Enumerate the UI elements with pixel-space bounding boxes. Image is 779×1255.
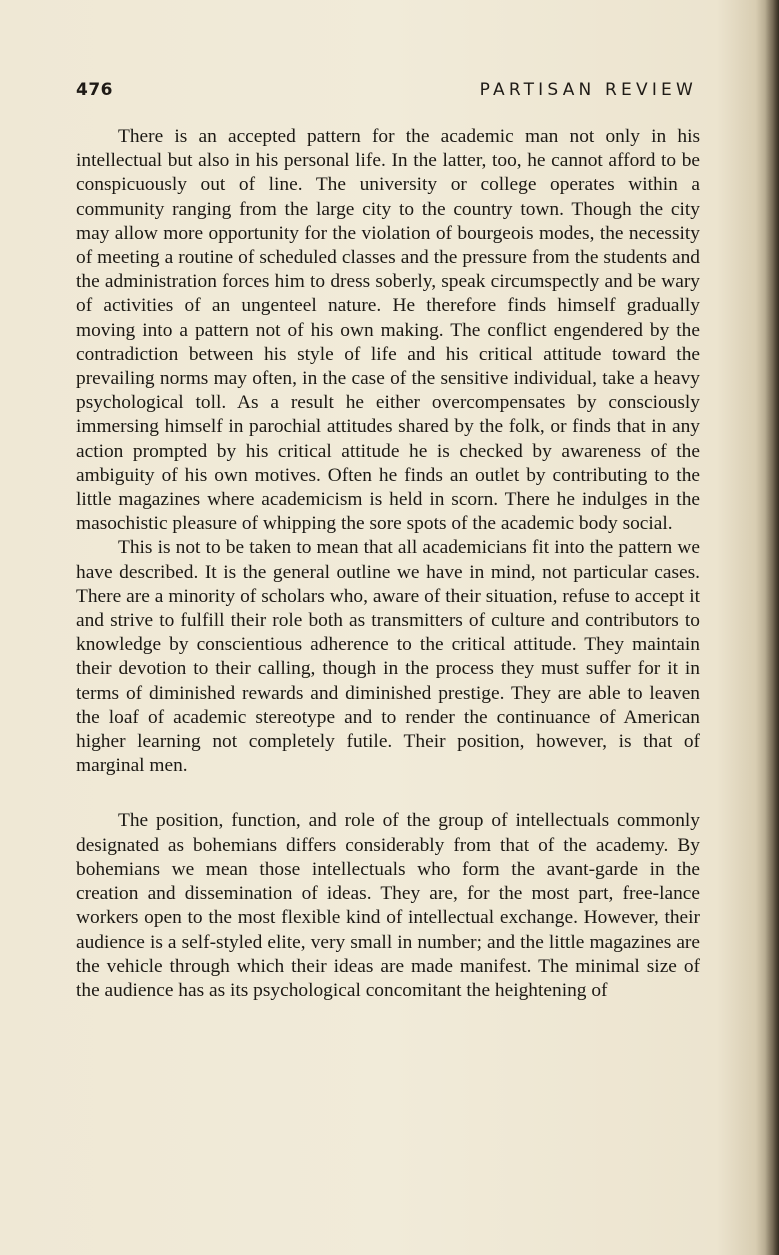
body-text <box>76 125 700 1003</box>
running-head: PARTISAN REVIEW <box>479 80 697 100</box>
paragraph-marginal-men: This is not to be taken to mean that all academicians fit into the pattern we have described. It is the general outline we have in mind, not particular cases. There are a minority of scholars who, aware of their situation, refuse to accept it and strive to fulfill their role both as transmitters of culture and contributors to knowledge by conscientious adherence to the critical attitude. They maintain their devotion to their calling, though in the process they must suffer for it in terms of diminished rewards and diminished prestige. They are able to leaven the loaf of academic stereotype and to render the continuance of American higher learning not completely futile. Their position, however, is that of marginal men. <box>76 537 700 777</box>
section-break <box>76 778 700 809</box>
paragraph-academic-life: There is an accepted pattern for the academic man not only in his intellectual but also in his personal life. In the latter, too, he cannot afford to be conspicuously out of line. The university or college operates within a community ranging from the large city to the country town. Though the city may allow more opportunity for the violation of bourgeois modes, the necessity of meeting a routine of scheduled classes and the pressure from the students and the administration forces him to dress soberly, speak circumspectly and be wary of activities of an ungenteel nature. He therefore finds himself gradually moving into a pattern not of his own making. The conflict engendered by the contradiction between his style of life and his critical attitude toward the prevailing norms may often, in the case of the sensitive individual, take a heavy psychological toll. As a result he either overcompensates by consciously immersing himself in parochial attitudes shared by the folk, or finds that in any action prompted by his critical attitude he is checked by awareness of the ambiguity of his own motives. Often he finds an outlet by contributing to the little magazines where academicism is held in scorn. There he indulges in the masochistic pleasure of whipping the sore spots of the academic body social. <box>76 126 700 535</box>
paragraph-bohemians: The position, function, and role of the group of intellectuals commonly designated as bohemians differs considerably from that of the academy. By bohemians we mean those intellectuals who form the avant-garde in the creation and dissemination of ideas. They are, for the most part, free-lance workers open to the most flexible kind of intellectual exchange. However, their audience is a self-styled elite, very small in number; and the little magazines are the vehicle through which their ideas are made manifest. The minimal size of the audience has as its psychological concomitant the heightening of <box>76 810 700 1001</box>
page-header <box>76 80 697 104</box>
page-number: 476 <box>76 80 113 100</box>
page-edge-shadow <box>765 0 779 1255</box>
